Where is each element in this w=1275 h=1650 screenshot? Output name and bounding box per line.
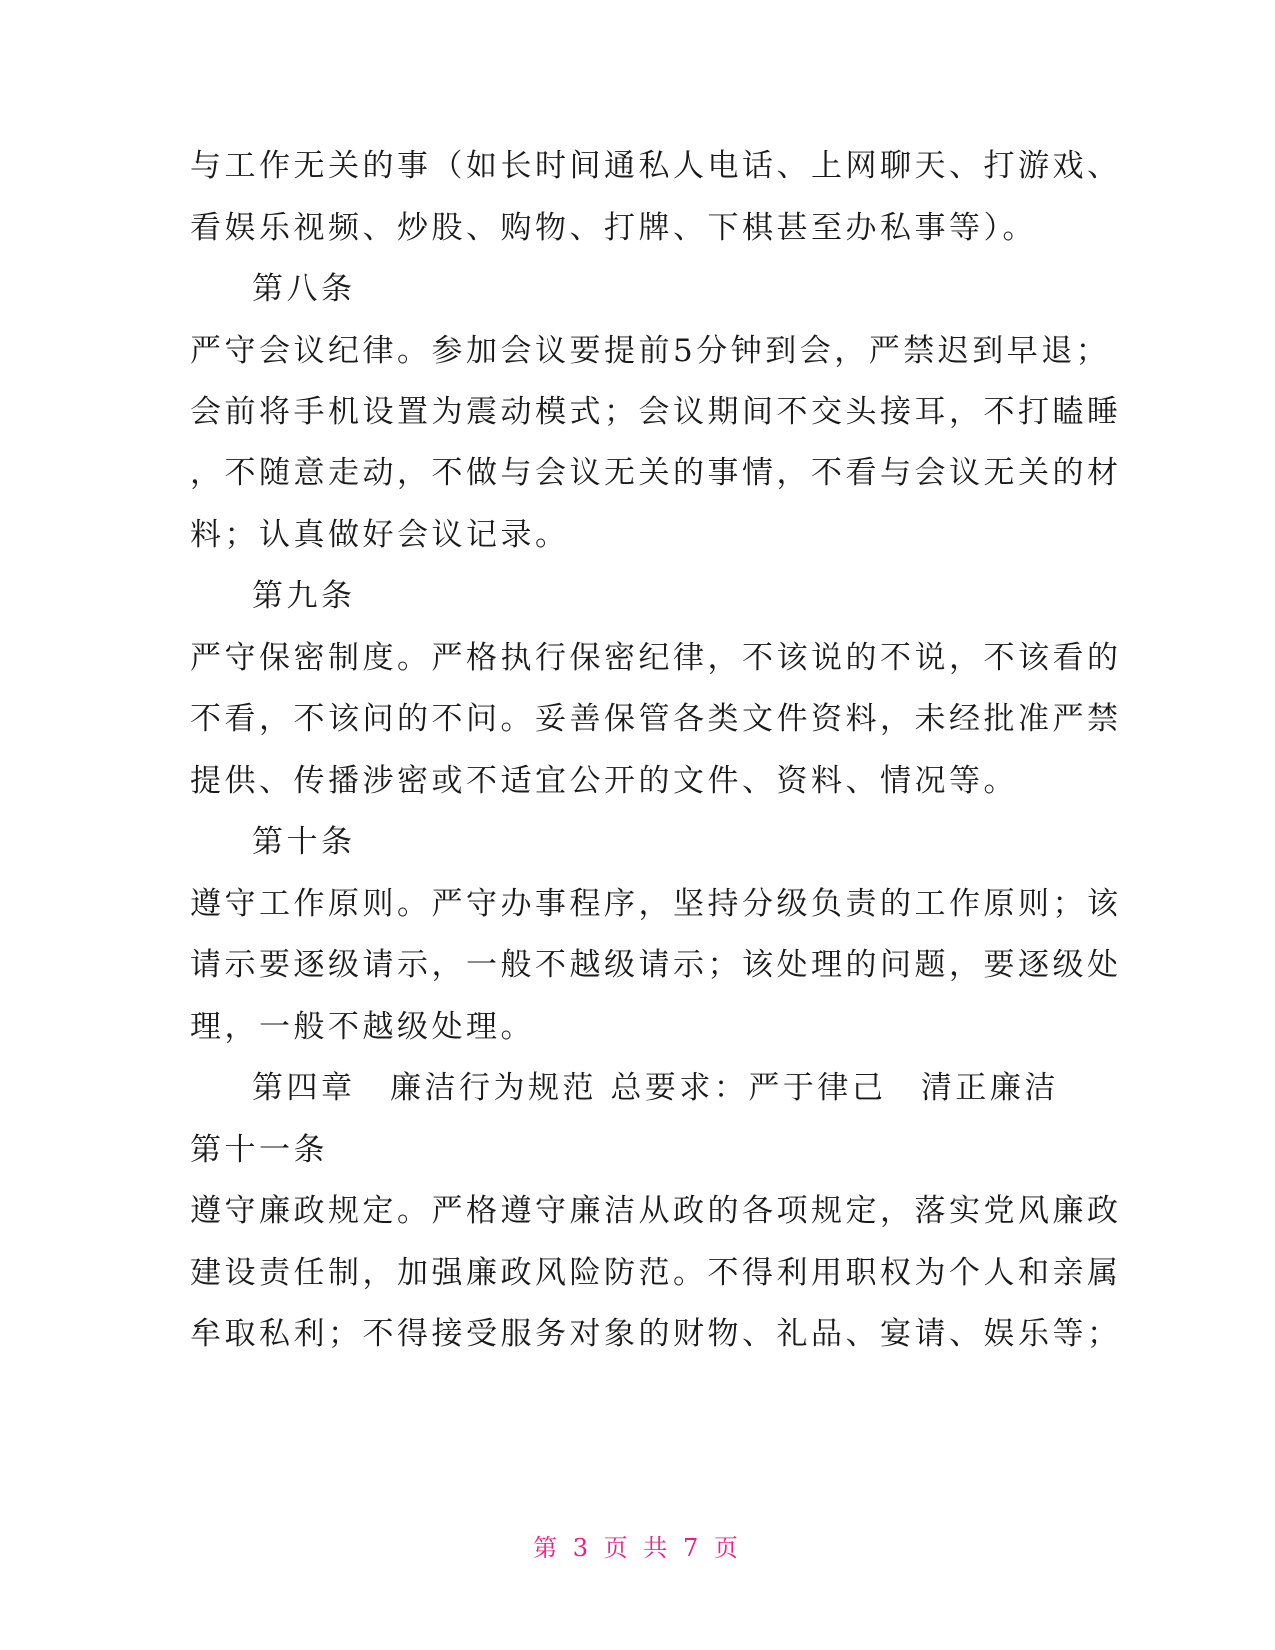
body-line: 料；认真做好会议记录。: [190, 517, 570, 553]
body-line: 严守保密制度。严格执行保密纪律，不该说的不说，不该看的: [190, 640, 1122, 676]
article-heading: 第十一条: [190, 1132, 328, 1168]
article-heading: 第九条: [252, 578, 356, 614]
body-line: 与工作无关的事（如长时间通私人电话、上网聊天、打游戏、: [190, 148, 1122, 184]
body-line: 不看，不该问的不问。妥善保管各类文件资料，未经批准严禁: [190, 701, 1122, 737]
body-line: 严守会议纪律。参加会议要提前5分钟到会，严禁迟到早退；: [190, 333, 1111, 369]
page-number-footer: 第 3 页 共 7 页: [533, 1534, 742, 1562]
body-line: ，不随意走动，不做与会议无关的事情，不看与会议无关的材: [190, 455, 1122, 491]
body-line: 遵守廉政规定。严格遵守廉洁从政的各项规定，落实党风廉政: [190, 1193, 1122, 1229]
body-line: 遵守工作原则。严守办事程序，坚持分级负责的工作原则；该: [190, 886, 1122, 922]
chapter-heading: 第四章 廉洁行为规范 总要求：严于律己 清正廉洁: [252, 1070, 1059, 1106]
body-line: 会前将手机设置为震动模式；会议期间不交头接耳，不打瞌睡: [190, 394, 1122, 430]
body-line: 看娱乐视频、炒股、购物、打牌、下棋甚至办私事等）。: [190, 210, 1037, 246]
body-line: 理，一般不越级处理。: [190, 1009, 535, 1045]
body-line: 请示要逐级请示，一般不越级请示；该处理的问题，要逐级处: [190, 947, 1122, 983]
body-line: 建设责任制，加强廉政风险防范。不得利用职权为个人和亲属: [190, 1255, 1122, 1291]
article-heading: 第八条: [252, 271, 356, 307]
body-line: 牟取私利；不得接受服务对象的财物、礼品、宴请、娱乐等；: [190, 1316, 1122, 1352]
body-line: 提供、传播涉密或不适宜公开的文件、资料、情况等。: [190, 763, 1018, 799]
article-heading: 第十条: [252, 824, 356, 860]
